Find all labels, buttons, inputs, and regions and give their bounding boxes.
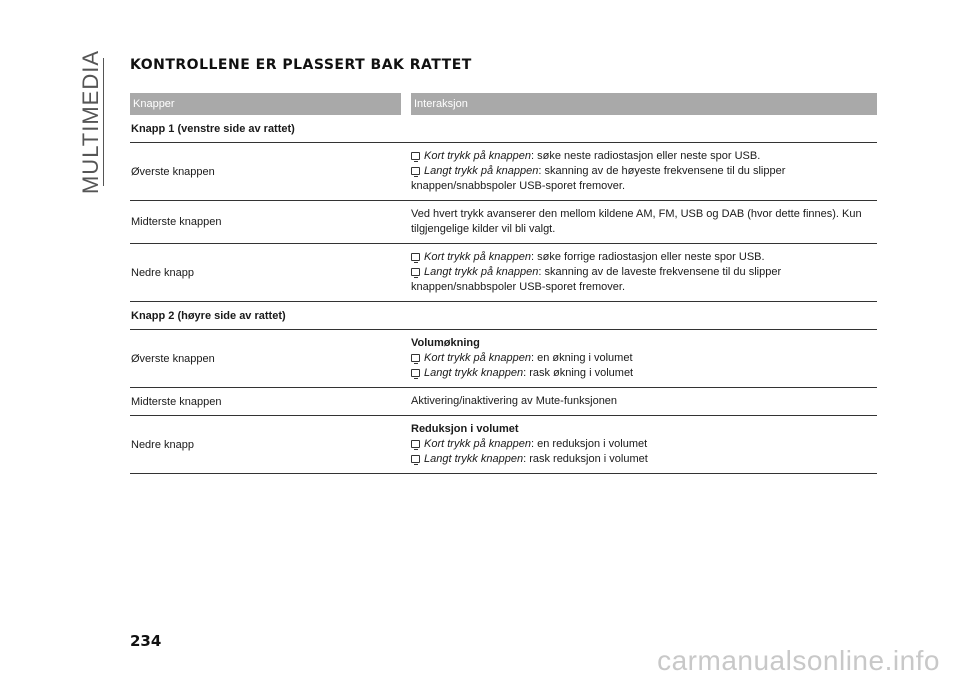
list-item: Kort trykk på knappen: søke neste radiostasjon eller neste spor USB. <box>411 149 877 164</box>
button-icon <box>411 167 420 175</box>
row-heading: Reduksjon i volumet <box>411 423 519 435</box>
controls-table <box>130 93 877 474</box>
button-icon <box>411 440 420 448</box>
list-item: Kort trykk på knappen: en økning i volumet <box>411 351 877 366</box>
page-title: KONTROLLENE ER PLASSERT BAK RATTET <box>130 57 472 73</box>
button-name: Nedre knapp <box>131 266 194 279</box>
table-row <box>130 388 877 416</box>
section-label: Knapp 2 (høyre side av rattet) <box>131 309 286 322</box>
button-name: Øverste knappen <box>131 165 215 178</box>
interaction-cell <box>411 416 877 473</box>
interaction-cell <box>411 330 877 387</box>
section-row <box>130 115 877 143</box>
side-tab-label: MULTIMEDIA <box>77 49 103 195</box>
list-item: Langt trykk på knappen: skanning av de laveste frekvensene til du slipper knappen/snabbspoler USB-sporet fremover. <box>411 266 782 293</box>
side-tab <box>77 49 104 195</box>
list-item: Langt trykk på knappen: skanning av de høyeste frekvensene til du slipper knappen/snabbspoler USB-sporet fremover. <box>411 165 786 192</box>
header-knapper: Knapper <box>130 93 401 115</box>
button-name: Øverste knappen <box>131 352 215 365</box>
list-item: Kort trykk på knappen: søke forrige radiostasjon eller neste spor USB. <box>411 250 877 265</box>
button-icon <box>411 268 420 276</box>
list-item: Langt trykk knappen: rask reduksjon i volumet <box>411 452 877 467</box>
header-interaksjon: Interaksjon <box>411 93 877 115</box>
watermark: carmanualsonline.info <box>657 645 940 676</box>
interaction-cell <box>411 244 877 301</box>
table-row <box>130 143 877 201</box>
row-heading: Volumøkning <box>411 337 480 349</box>
table-row <box>130 201 877 244</box>
button-icon <box>411 369 420 377</box>
button-name: Nedre knapp <box>131 438 194 451</box>
button-icon <box>411 253 420 261</box>
list-item: Langt trykk knappen: rask økning i volumet <box>411 366 877 381</box>
page-number: 234 <box>130 632 162 650</box>
table-row <box>130 244 877 302</box>
interaction-cell: Aktivering/inaktivering av Mute-funksjonen <box>411 395 618 407</box>
interaction-cell <box>411 143 877 200</box>
table-header <box>130 93 877 115</box>
table-row <box>130 416 877 474</box>
button-icon <box>411 455 420 463</box>
section-row <box>130 302 877 330</box>
table-row <box>130 330 877 388</box>
section-label: Knapp 1 (venstre side av rattet) <box>131 122 295 135</box>
button-icon <box>411 354 420 362</box>
button-icon <box>411 152 420 160</box>
button-name: Midterste knappen <box>131 216 222 228</box>
button-name: Midterste knappen <box>131 395 222 408</box>
list-item: Kort trykk på knappen: en reduksjon i volumet <box>411 437 877 452</box>
interaction-cell: Ved hvert trykk avanserer den mellom kildene AM, FM, USB og DAB (hvor dette finnes). Kun tilgjengelige kilder vil bli valgt. <box>411 208 862 235</box>
